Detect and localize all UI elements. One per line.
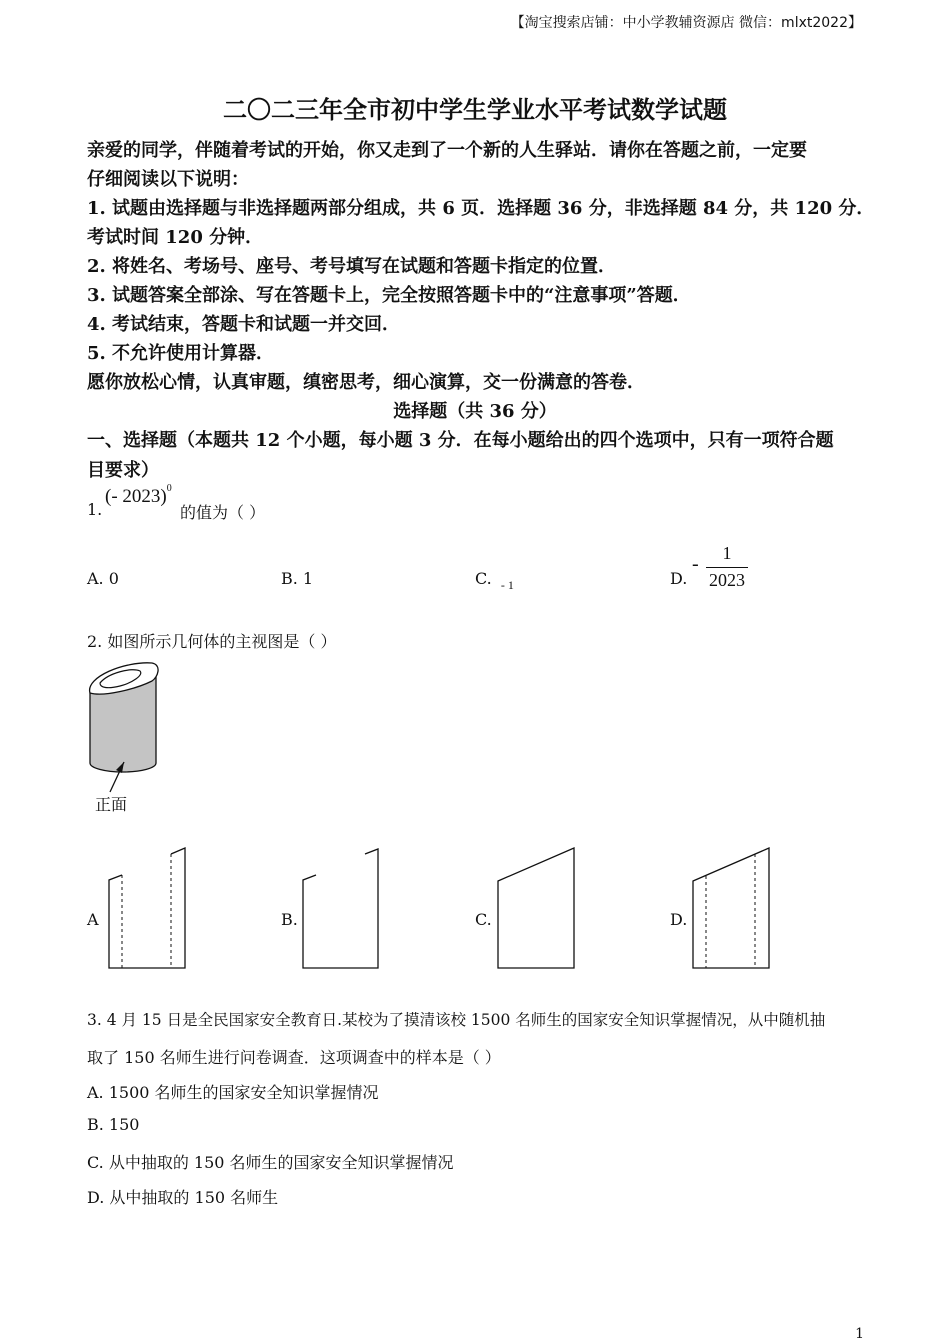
intro-line: 愿你放松心情，认真审题，缜密思考，细心演算，交一份满意的答卷． <box>87 372 645 393</box>
q1-option-c-label: C. <box>475 569 492 588</box>
intro-line: 亲爱的同学，伴随着考试的开始，你又走到了一个新的人生驿站．请你在答题之前，一定要 <box>87 140 807 161</box>
section-instruction: 一、选择题（本题共 12 个小题，每小题 3 分．在每小题给出的四个选项中，只有一项符合题 <box>87 430 834 451</box>
page-number: 1 <box>855 1326 864 1342</box>
q2-option-b[interactable]: B. <box>281 910 298 929</box>
q2-option-a[interactable]: A <box>87 910 99 929</box>
q1-stem: 的值为（ ） <box>180 503 266 522</box>
header-note: 【淘宝搜索店铺：中小学教辅资源店 微信：mlxt2022】 <box>510 15 862 31</box>
q2-option-c[interactable]: C. <box>475 910 492 929</box>
intro-line: 考试时间 120 分钟． <box>87 227 264 248</box>
q1-option-b[interactable]: B. 1 <box>281 569 314 588</box>
q1-option-d-label[interactable]: D. <box>670 569 688 588</box>
q2-stem: 2. 如图所示几何体的主视图是（ ） <box>87 632 337 651</box>
q2-option-d[interactable]: D. <box>670 910 688 929</box>
q1-number: 1. <box>87 500 103 519</box>
q2-option-b-figure <box>299 845 384 975</box>
page-title: 二〇二三年全市初中学生学业水平考试数学试题 <box>223 95 727 124</box>
intro-line: 仔细阅读以下说明： <box>87 169 249 190</box>
q1-expr-exponent: 0 <box>166 482 172 494</box>
q1-option-a[interactable]: A. 0 <box>87 569 119 588</box>
q1-option-d-sign: - <box>692 553 699 575</box>
intro-line: 3. 试题答案全部涂、写在答题卡上，完全按照答题卡中的“注意事项”答题． <box>87 285 691 306</box>
fraction-bar <box>706 567 748 568</box>
section-instruction: 目要求） <box>87 460 159 481</box>
q1-option-c[interactable] <box>475 569 514 592</box>
front-label: 正面 <box>95 795 128 814</box>
cylinder-figure <box>80 655 170 785</box>
q3-option-a[interactable]: A. 1500 名师生的国家安全知识掌握情况 <box>87 1083 379 1102</box>
q3-option-c[interactable]: C. 从中抽取的 150 名师生的国家安全知识掌握情况 <box>87 1153 454 1172</box>
q2-option-d-figure <box>688 845 773 975</box>
intro-line: 1. 试题由选择题与非选择题两部分组成，共 6 页．选择题 36 分，非选择题 84 分，共 120 分． <box>87 198 875 219</box>
q1-expression <box>105 482 172 508</box>
intro-line: 5. 不允许使用计算器． <box>87 343 275 364</box>
q1-option-c-value: - 1 <box>500 578 514 592</box>
q3-stem: 3. 4 月 15 日是全民国家安全教育日.某校为了摸清该校 1500 名师生的国家安全知识掌握情况，从中随机抽 <box>87 1011 826 1029</box>
q3-option-d[interactable]: D. 从中抽取的 150 名师生 <box>87 1188 279 1207</box>
q3-option-b[interactable]: B. 150 <box>87 1115 140 1134</box>
q1-option-d-numerator: 1 <box>722 543 732 563</box>
q2-option-c-figure <box>493 845 578 975</box>
q1-expr-base: (- 2023) <box>105 486 167 507</box>
q1-option-d-denominator: 2023 <box>709 570 745 590</box>
q2-option-a-figure <box>105 845 190 975</box>
section-title: 选择题（共 36 分） <box>393 401 557 422</box>
q3-stem: 取了 150 名师生进行问卷调查．这项调查中的样本是（ ） <box>87 1048 501 1067</box>
intro-line: 4. 考试结束，答题卡和试题一并交回． <box>87 314 401 335</box>
intro-line: 2. 将姓名、考场号、座号、考号填写在试题和答题卡指定的位置． <box>87 256 617 277</box>
